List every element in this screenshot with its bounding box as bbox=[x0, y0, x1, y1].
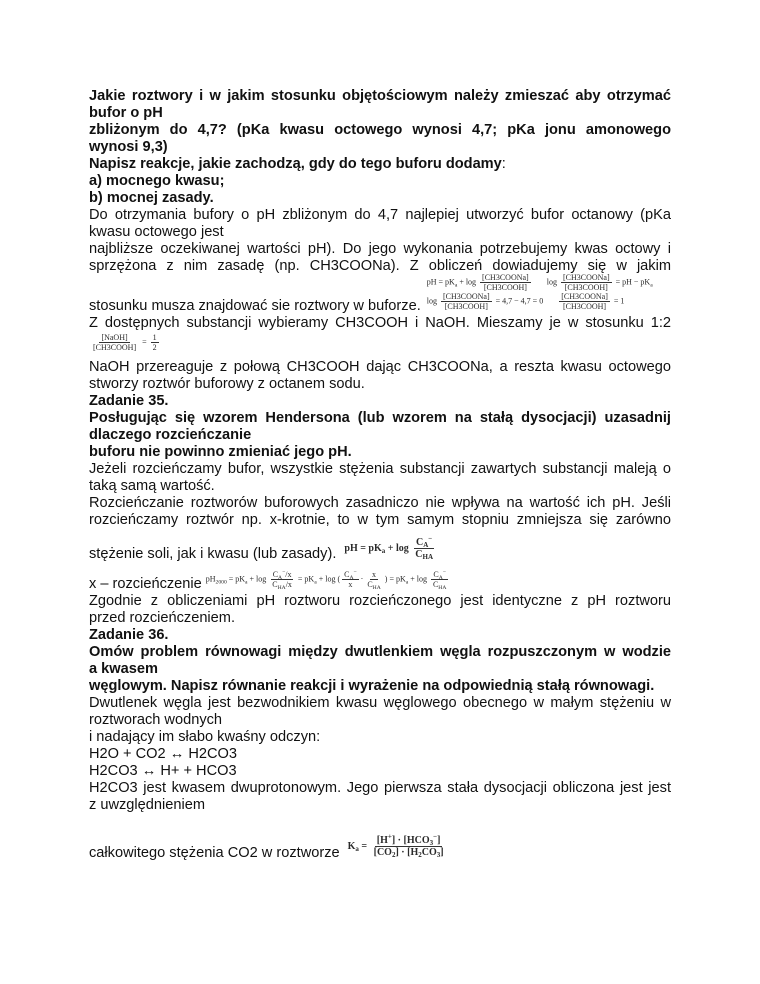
task-35-question-line: Posługując się wzorem Hendersona (lub wzorem na stałą dysocjacji) uzasadnij bbox=[89, 410, 671, 426]
task-36-answer-line: i nadający im słabo kwaśny odczyn: bbox=[89, 729, 321, 745]
task-35-answer-line: Zgodnie z obliczeniami pH roztworu rozcieńczonego jest identyczne z pH roztworu bbox=[89, 593, 671, 609]
task-35-title: Zadanie 35. bbox=[89, 393, 169, 409]
task-36-answer-line: z uwzględnieniem bbox=[89, 797, 206, 813]
reaction-line: H2CO3 ↔ H+ + HCO3 bbox=[89, 763, 237, 779]
answer-34-line: stworzy roztwór buforowy z octanem sodu. bbox=[89, 376, 365, 392]
task-35-answer-line: taką samą wartość. bbox=[89, 478, 215, 494]
question-34-line: Jakie roztwory i w jakim stosunku objętościowym należy zmieszać aby otrzymać bbox=[89, 88, 671, 104]
task-35-answer-line: x – rozcieńczenie bbox=[89, 576, 202, 592]
task-36-answer-line: roztworach wodnych bbox=[89, 712, 223, 728]
dilution-formula-row bbox=[89, 563, 671, 593]
question-34-line: wynosi 9,3) bbox=[89, 139, 168, 155]
task-35-answer-line: rozcieńczamy roztwór np. x-krotnie, to w tym samym stopniu zmniejsza się zarówno bbox=[89, 512, 671, 528]
task-35-question-line: buforu nie powinno zmieniać jego pH. bbox=[89, 444, 352, 460]
answer-34-line: sprzężona z nim zasadę (np. CH3COONa). Z obliczeń dowiadujemy się w jakim bbox=[89, 258, 671, 274]
task-36-title: Zadanie 36. bbox=[89, 627, 169, 643]
task-36-question-line: węglowym. Napisz równanie reakcji i wyrażenie na odpowiednią stałą równowagi. bbox=[89, 678, 655, 694]
question-34-text: Napisz reakcje, jakie zachodzą, gdy do tego buforu dodamy bbox=[89, 156, 502, 172]
answer-34-line: stosunku musza znajdować sie roztwory w buforze. bbox=[89, 298, 421, 314]
answer-34-formula-row bbox=[89, 275, 671, 315]
henderson-formula: pH = $pK_a + \log$ $\frac{\text{[CH3COONa]}}{\text{[CH3COOH]}}$ bbox=[426, 273, 529, 292]
document-page bbox=[89, 88, 671, 862]
task-35-answer-line: Jeżeli rozcieńczamy bufor, wszystkie stężenia substancji zawartych substancji maleją o bbox=[89, 461, 671, 477]
question-34-colon: : bbox=[501, 156, 506, 172]
question-34-line: bufor o pH bbox=[89, 105, 163, 121]
buffer-formula-block bbox=[427, 273, 653, 311]
question-34-line: a) mocnego kwasu; bbox=[89, 173, 225, 189]
task-36-answer-line: całkowitego stężenia CO2 w roztworze bbox=[89, 845, 340, 861]
naoh-ratio-formula: $\frac{\text{[NaOH]}}{\text{[CH3COOH]}}$ = $\frac{1}{2}$ bbox=[93, 332, 157, 352]
task-35-answer-line: Rozcieńczanie roztworów buforowych zasadniczo nie wpływa na wartość ich pH. Jeśli bbox=[89, 495, 671, 511]
dilution-formula: $pH_{2000} = pK_a + \log$ $\frac{C_A^-/x}{C_{HA}/x}$ = $pK_a + \log$ ( $\frac{C_A^-}{x}$ · $\frac{x}{C_{HA}}$ ) = $pK_a + \log$ $\frac{C_A^-}{C_{HA}}$ bbox=[205, 569, 447, 591]
answer-34-line: Do otrzymania bufory o pH zbliżonym do 4,7 najlepiej utworzyć bufor octanowy (pKa bbox=[89, 207, 671, 223]
log-ratio-formula: log $\frac{\text{[CH3COONa]}}{\text{[CH3COOH]}}$ = pH − $pK_a$ bbox=[546, 273, 653, 292]
answer-34-line: Z dostępnych substancji wybieramy CH3COOH i NaOH. Mieszamy je w stosunku 1:2 bbox=[89, 315, 671, 331]
log-zero-formula: log $\frac{\text{[CH3COONa]}}{\text{[CH3COOH]}}$ = 4,7 − 4,7 = 0 bbox=[426, 292, 544, 311]
question-34-line: zbliżonym do 4,7? (pKa kwasu octowego wynosi 4,7; pKa jonu amonowego bbox=[89, 122, 671, 138]
question-34-line bbox=[89, 156, 671, 173]
answer-34-line: NaOH przereaguje z połową CH3COOH dając CH3COONa, a reszta kwasu octowego bbox=[89, 359, 671, 375]
answer-34-line: najbliższe oczekiwanej wartości pH). Do jego wykonania potrzebujemy kwas octowy i bbox=[89, 241, 671, 257]
ratio-formula-row bbox=[89, 332, 671, 359]
question-34-line: b) mocnej zasady. bbox=[89, 190, 214, 206]
task-35-answer-line: przed rozcieńczeniem. bbox=[89, 610, 236, 626]
henderson-ca-formula: pH = $pK_a + \log$ $\frac{C_A^-}{C_{HA}}$ bbox=[344, 534, 433, 561]
ratio-one-formula: $\frac{\text{[CH3COONa]}}{\text{[CH3COOH]}}$ = 1 bbox=[561, 292, 625, 311]
task-36-question-line: Omów problem równowagi między dwutlenkiem węgla rozpuszczonym w wodzie bbox=[89, 644, 671, 660]
task-36-answer-line: H2CO3 jest kwasem dwuprotonowym. Jego pierwsza stała dysocjacji obliczona jest jest bbox=[89, 780, 671, 796]
task-36-answer-line: Dwutlenek węgla jest bezwodnikiem kwasu węglowego obecnego w małym stężeniu w bbox=[89, 695, 671, 711]
task-36-formula-row bbox=[89, 814, 671, 862]
reaction-line: H2O + CO2 ↔ H2CO3 bbox=[89, 746, 238, 762]
task-35-answer-line: stężenie soli, jak i kwasu (lub zasady). bbox=[89, 546, 337, 562]
dissociation-constant-formula: $K_a$ = $\frac{[H^+] \cdot [HCO_3^-]}{[CO_2] \cdot [H_2CO_3]}$ bbox=[347, 832, 444, 859]
task-35-question-line: dlaczego rozcieńczanie bbox=[89, 427, 252, 443]
task-35-formula-row bbox=[89, 529, 671, 563]
task-36-question-line: a kwasem bbox=[89, 661, 158, 677]
answer-34-line: kwasu octowego jest bbox=[89, 224, 224, 240]
